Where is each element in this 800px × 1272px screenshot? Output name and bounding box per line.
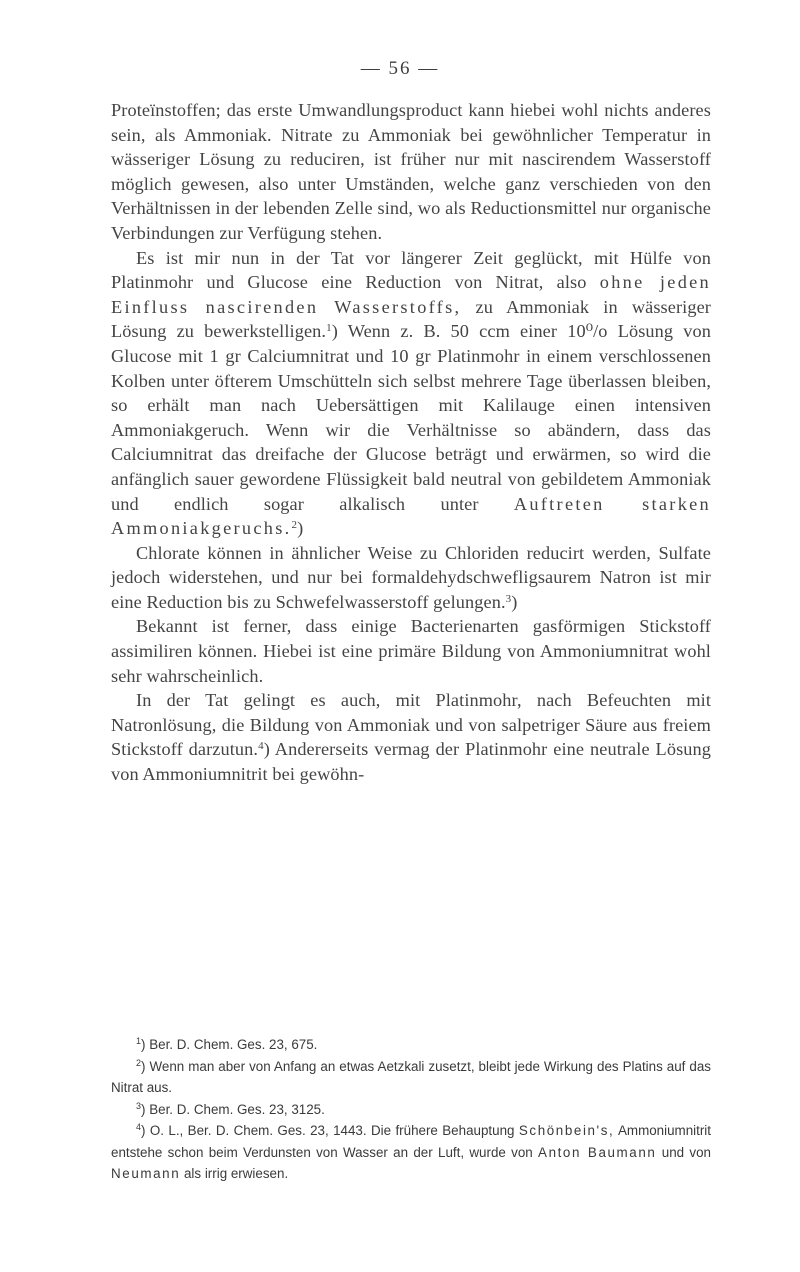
paragraph-2-text-a: Es ist mir nun in der Tat vor längerer Zeit geglückt, mit Hülfe von Platinmohr und Glucose eine Reduction von Nitrat, also (111, 247, 711, 293)
footnote-ref-1: 1 (326, 322, 332, 335)
footnote-2 (111, 1056, 711, 1099)
paragraph-2-emphasis: ohne jeden Einfluss nascirenden Wasserstoffs, (111, 272, 711, 317)
footnote-ref-4: 4 (258, 740, 264, 753)
footnote-1 (111, 1034, 711, 1056)
footnote-4-mark: 4 (136, 1122, 142, 1132)
paragraph-2-text-b: zu Ammoniak in wässeriger Lösung zu bewerkstelligen. (111, 296, 711, 342)
footnote-2-mark: 2 (136, 1057, 142, 1068)
body-text (111, 98, 711, 787)
footnote-3 (111, 1099, 711, 1121)
footnote-ref-2: 2 (291, 519, 298, 532)
footnote-4-name-baumann: Anton Baumann (538, 1144, 657, 1160)
paragraph-4: Bekannt ist ferner, dass einige Bacterienarten gasförmigen Stickstoff assimiliren können. Hiebei ist eine primäre Bildung von Ammoniumnitrat wohl sehr wahrscheinlich. (111, 616, 711, 686)
footnote-1-mark: 1 (136, 1036, 142, 1046)
paragraph-2-text-d: ) (297, 518, 304, 539)
footnote-4-text-d: als irrig erwiesen. (180, 1166, 289, 1181)
paragraph-5 (111, 688, 711, 786)
footnote-4-name-neumann: Neumann (111, 1166, 181, 1181)
paragraph-3-text-a: Chlorate können in ähnlicher Weise zu Chloriden reducirt werden, Sulfate jedoch widerstehen, und nur bei formaldehydschwefligsaurem Natron ist mir eine Reduction bis zu Schwefelwasserstoff gelungen. (111, 542, 711, 612)
paragraph-1: Proteïnstoffen; das erste Umwandlungsproduct kann hiebei wohl nichts anderes sein, als Ammoniak. Nitrate zu Ammoniak bei gewöhnlicher Temperatur in wässeriger Lösung zu reduciren, ist früher nur mit nascirendem Wasserstoff möglich gewesen, also unter Umständen, welche ganz verschieden von den Verhältnissen in der lebenden Zelle sind, wo als Reductionsmittel nur organische Verbindungen zur Verfügung stehen. (111, 100, 711, 243)
footnote-4-text-b: Ammoniumnitrit entstehe schon beim Verdunsten von Wasser an der Luft, wurde von (111, 1123, 711, 1160)
page-number: — 56 — (360, 58, 440, 79)
paragraph-3 (111, 541, 711, 615)
paragraph-3-text-b: ) (511, 591, 518, 612)
footnote-4-text-a: ) O. L., Ber. D. Chem. Ges. 23, 1443. Die frühere Behauptung (141, 1123, 519, 1138)
footnote-2-text: ) Wenn man aber von Anfang an etwas Aetzkali zusetzt, bleibt jede Wirkung des Platins auf das Nitrat aus. (111, 1058, 711, 1095)
footnote-ref-3: 3 (505, 592, 512, 605)
footnote-4-text-c: und von (656, 1144, 711, 1160)
footnote-3-mark: 3 (136, 1100, 142, 1111)
paragraph-5-text-a: In der Tat gelingt es auch, mit Platinmohr, nach Befeuchten mit Natronlösung, die Bildung von Ammoniak und von salpetriger Säure aus freiem Stickstoff darzutun. (111, 690, 711, 760)
footnote-4-name-schoenbein: Schönbein's, (518, 1123, 615, 1138)
footnote-3-text: ) Ber. D. Chem. Ges. 23, 3125. (141, 1101, 325, 1117)
footnote-1-text: ) Ber. D. Chem. Ges. 23, 675. (141, 1037, 318, 1052)
footnote-4 (111, 1120, 711, 1185)
footnotes (111, 1034, 711, 1185)
paragraph-2-emphasis-2: Auftreten starken Ammoniakgeruchs. (111, 493, 711, 539)
paragraph-2 (111, 246, 711, 541)
paragraph-5-text-b: ) Andererseits vermag der Platinmohr eine neutrale Lösung von Ammoniumnitrit bei gewöhn- (111, 739, 712, 785)
paragraph-2-text-c: ) Wenn z. B. 50 ccm einer 10⁰/o Lösung von Glucose mit 1 gr Calciumnitrat und 10 gr Platinmohr in einem verschlossenen Kolben unter öfterem Umschütteln sich selbst mehrere Tage überlassen bleiben, so erhält man nach Uebersättigen mit Kalilauge einen intensiven Ammoniakgeruch. Wenn wir die Verhältnisse so abändern, dass das Calciumnitrat das dreifache der Glucose beträgt und erwärmen, so wird die anfänglich sauer gewordene Flüssigkeit bald neutral von gebildetem Ammoniak und endlich sogar alkalisch unter (111, 321, 711, 514)
